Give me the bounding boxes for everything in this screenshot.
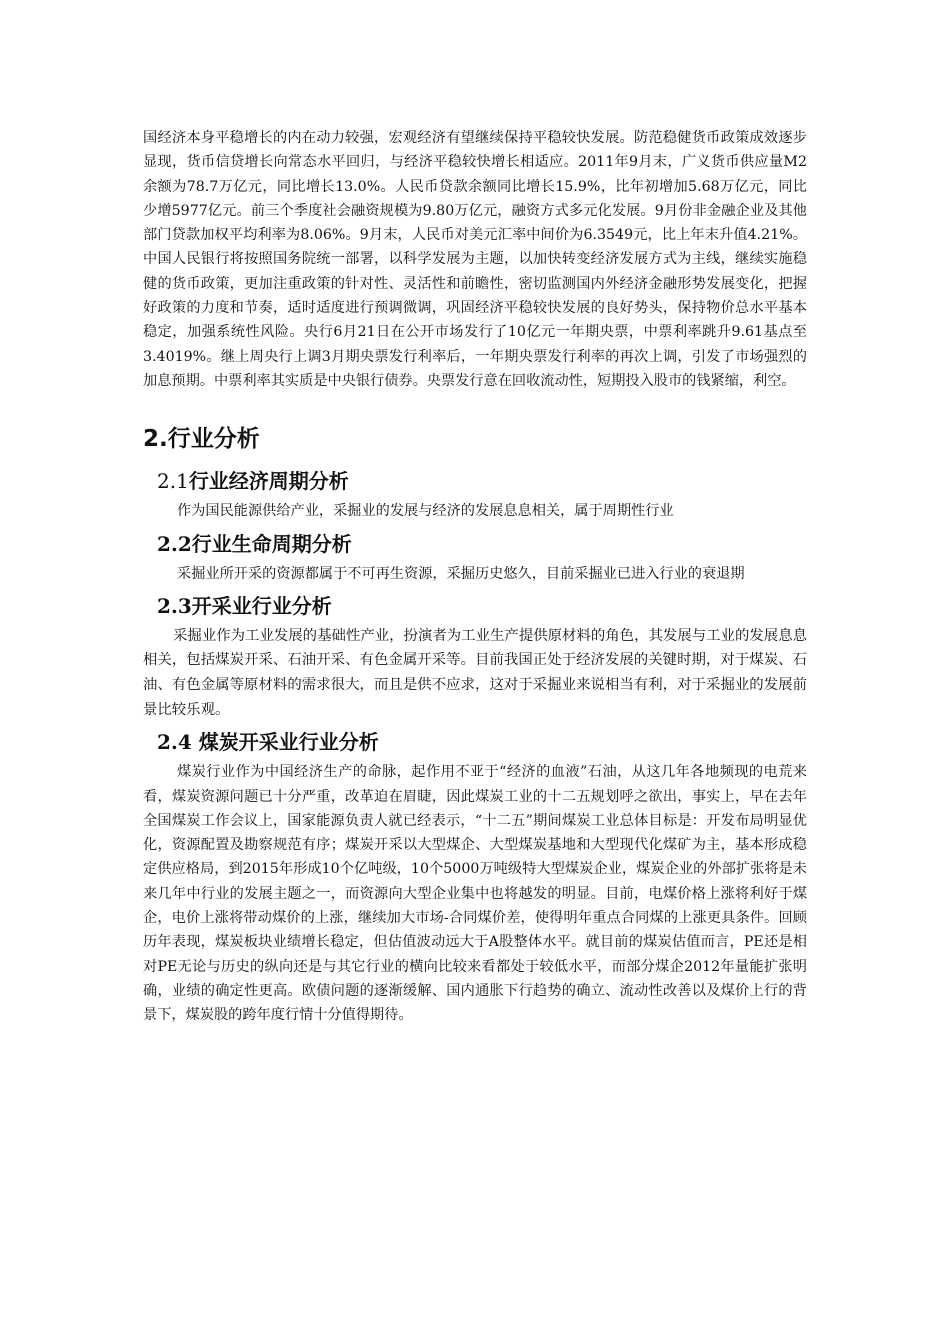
- paragraph-mining-industry: 采掘业作为工业发展的基础性产业，扮演者为工业生产提供原材料的角色，其发展与工业的发展息息相关，包括煤炭开采、石油开采、有色金属开采等。目前我国正处于经济发展的关键时期，对于煤炭、石油、有色金属等原材料的需求很大，而且是供不应求，这对于采掘业来说相当有利，对于采掘业的发展前景比较乐观。: [143, 627, 807, 718]
- subsection-number: 2.2: [157, 531, 192, 556]
- section-heading-industry-analysis: 2.行业分析: [143, 426, 260, 453]
- subsection-heading-2-2: [157, 528, 807, 560]
- subsection-heading-2-3: [157, 590, 807, 622]
- subsection-heading-2-1: [157, 465, 807, 497]
- subsection-number: 2.4: [157, 730, 192, 755]
- paragraph-life-cycle: 采掘业所开采的资源都属于不可再生资源，采掘历史悠久，目前采掘业已进入行业的衰退期: [177, 565, 745, 582]
- subsection-title: 开采业行业分析: [191, 593, 332, 618]
- subsection-title: 煤炭开采业行业分析: [198, 730, 379, 755]
- paragraph-economic-cycle: 作为国民能源供给产业，采掘业的发展与经济的发展息息相关，属于周期性行业: [177, 503, 674, 520]
- paragraph-coal-mining: 煤炭行业作为中国经济生产的命脉，起作用不亚于“经济的血液”石油，从这几年各地频现的电荒来看，煤炭资源问题已十分严重，改革迫在眉睫，因此煤炭工业的十二五规划呼之欲出，事实上，早在去年全国煤炭工作会议上，国家能源负责人就已经表示，“十二五”期间煤炭工业总体目标是：开发布局明显优化，资源配置及勘察规范有序；煤炭开采以大型煤企、大型煤炭基地和大型现代化煤矿为主，基本形成稳定供应格局，到2015年形成10个亿吨级，10个5000万吨级特大型煤炭企业，煤炭企业的外部扩张将是未来几年中行业的发展主题之一，而资源向大型企业集中也将越发的明显。目前，电煤价格上涨将利好于煤企，电价上涨将带动煤价的上涨，继续加大市场-合同煤价差，使得明年重点合同煤的上涨更具条件。回顾历年表现，煤炭板块业绩增长稳定，但估值波动远大于A股整体水平。就目前的煤炭估值而言，PE还是相对PE无论与历史的纵向还是与其它行业的横向比较来看都处于较低水平，而部分煤企2012年量能扩张明确，业绩的确定性更高。欧债问题的逐渐缓解、国内通胀下行趋势的确立、流动性改善以及煤价上行的背景下，煤炭股的跨年度行情十分值得期待。: [143, 764, 807, 1024]
- document-body: [143, 126, 807, 1028]
- subsection-title: 行业生命周期分析: [191, 531, 352, 556]
- intro-paragraph: 国经济本身平稳增长的内在动力较强，宏观经济有望继续保持平稳较快发展。防范稳健货币政策成效逐步显现，货币信贷增长向常态水平回归，与经济平稳较快增长相适应。2011年9月末，广义货币供应量M2余额为78.7万亿元，同比增长13.0%。人民币贷款余额同比增长15.9%，比年初增加5.68万亿元，同比少增5977亿元。前三个季度社会融资规模为9.80万亿元，融资方式多元化发展。9月份非金融企业及其他部门贷款加权平均利率为8.06%。9月末，人民币对美元汇率中间价为6.3549元，比上年末升值4.21%。中国人民银行将按照国务院统一部署，以科学发展为主题，以加快转变经济发展方式为主线，继续实施稳健的货币政策，更加注重政策的针对性、灵活性和前瞻性，密切监测国内外经济金融形势发展变化，把握好政策的力度和节奏，适时适度进行预调微调，巩固经济平稳较快发展的良好势头，保持物价总水平基本稳定，加强系统性风险。央行6月21日在公开市场发行了10亿元一年期央票，中票利率跳升9.61基点至3.4019%。继上周央行上调3月期央票发行利率后，一年期央票发行利率的再次上调，引发了市场强烈的加息预期。中票利率其实质是中央银行债券。央票发行意在回收流动性，短期投入股市的钱紧缩，利空。: [143, 130, 807, 389]
- subsection-number: 2.1: [157, 469, 189, 494]
- subsection-heading-2-4: [157, 726, 807, 758]
- subsection-title: 行业经济周期分析: [188, 469, 349, 494]
- subsection-number: 2.3: [157, 593, 192, 618]
